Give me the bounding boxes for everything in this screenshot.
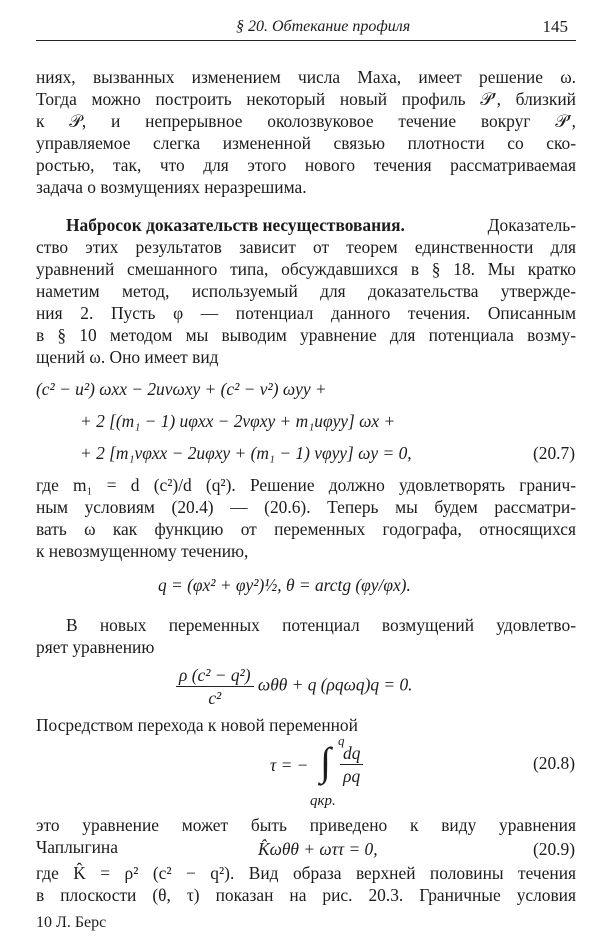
text-line: вать ω как функцию от переменных годографа, относящихся: [36, 519, 576, 539]
equation-number: (20.7): [532, 443, 575, 463]
text-line: в § 10 методом мы выводим уравнение для потенциала возму-: [36, 325, 576, 345]
text-line: к невозмущенному течению,: [36, 541, 249, 561]
perturbation-equation: [176, 664, 413, 709]
text-line: где K̂ = ρ² (c² − q²). Вид образа верхней половины течения: [36, 863, 576, 883]
text-line: задача о возмущениях неразрешима.: [36, 177, 307, 197]
running-title: § 20. Обтекание профиля: [236, 18, 411, 35]
fraction-numerator: ρ (c² − q²): [176, 664, 254, 687]
heading-line: [66, 214, 576, 236]
equation-20-7-line-3: + 2 [m₁vφxx − 2uφxy + (m₁ − 1) vφyy] ωy = 0,: [80, 443, 412, 463]
tau-lhs: τ = −: [270, 755, 309, 775]
text-line: щений ω. Оно имеет вид: [36, 347, 219, 367]
fraction-denominator: ρq: [343, 766, 361, 786]
text-line: ство этих результатов зависит от теорем единственности для: [36, 237, 576, 257]
text-line: Посредством перехода к новой переменной: [36, 715, 358, 735]
text-line: Тогда можно построить некоторый новый профиль 𝒫′, близкий: [36, 89, 576, 109]
text-line: ниях, вызванных изменением числа Маха, имеет решение ω.: [36, 67, 576, 87]
text-line: в плоскости (θ, τ) показан на рис. 20.3. Граничные условия: [36, 885, 576, 905]
text-line: ряет уравнению: [36, 637, 155, 657]
hodograph-equation: q = (φx² + φy²)½, θ = arctg (φy/φx).: [158, 575, 411, 595]
text-line: где m₁ = d (c²)/d (q²). Решение должно удовлетворять гранич-: [36, 475, 576, 495]
text-line: наметим метод, используемый для доказательства утвержде-: [36, 281, 576, 301]
text-line: к 𝒫, и непрерывное околозвуковое течение вокруг 𝒫′,: [36, 111, 576, 131]
page-number: 145: [542, 17, 568, 36]
text-line: ния 2. Пусть φ — потенциал данного течения. Описанным: [36, 303, 576, 323]
fraction: [340, 742, 363, 787]
text-line: Чаплыгина: [36, 837, 118, 857]
signature-footer: 10 Л. Берс: [36, 914, 107, 931]
integral-sign: ∫: [320, 739, 331, 784]
fraction-denominator: c²: [208, 688, 222, 708]
equation-rest: ωθθ + q (ρqωq)q = 0.: [257, 674, 413, 695]
chaplygin-equation: K̂ωθθ + ωττ = 0,: [258, 839, 378, 859]
text-fragment: Доказатель-: [487, 215, 576, 235]
equation-number: (20.9): [532, 839, 575, 859]
text-line: ростью, так, что для этого нового течения рассматриваемая: [36, 155, 576, 175]
integral-upper-limit: q: [338, 733, 345, 748]
text-line: это уравнение может быть приведено к виду уравнения: [36, 815, 576, 835]
equation-20-7-line-1: (c² − u²) ωxx − 2uvωxy + (c² − v²) ωyy +: [36, 379, 327, 399]
section-heading: Набросок доказательств несуществования.: [66, 215, 405, 235]
tau-fraction: [340, 742, 363, 787]
fraction-numerator: dq: [340, 742, 363, 765]
page-header: [36, 14, 576, 41]
text-line: ным условиям (20.4) — (20.6). Теперь мы будем рассматри-: [36, 497, 576, 517]
integral-lower-limit: qкр.: [310, 793, 336, 809]
equation-20-7-line-2: + 2 [(m₁ − 1) uφxx − 2vφxy + m₁uφyy] ωx +: [80, 411, 396, 431]
text-line: В новых переменных потенциал возмущений удовлетво-: [66, 615, 576, 635]
fraction: [176, 664, 254, 709]
equation-number: (20.8): [532, 753, 575, 773]
text-line: управляемое слегка измененной связью плотности со ско-: [36, 133, 576, 153]
text-line: уравнений смешанного типа, обсуждавшихся в § 18. Мы кратко: [36, 259, 576, 279]
